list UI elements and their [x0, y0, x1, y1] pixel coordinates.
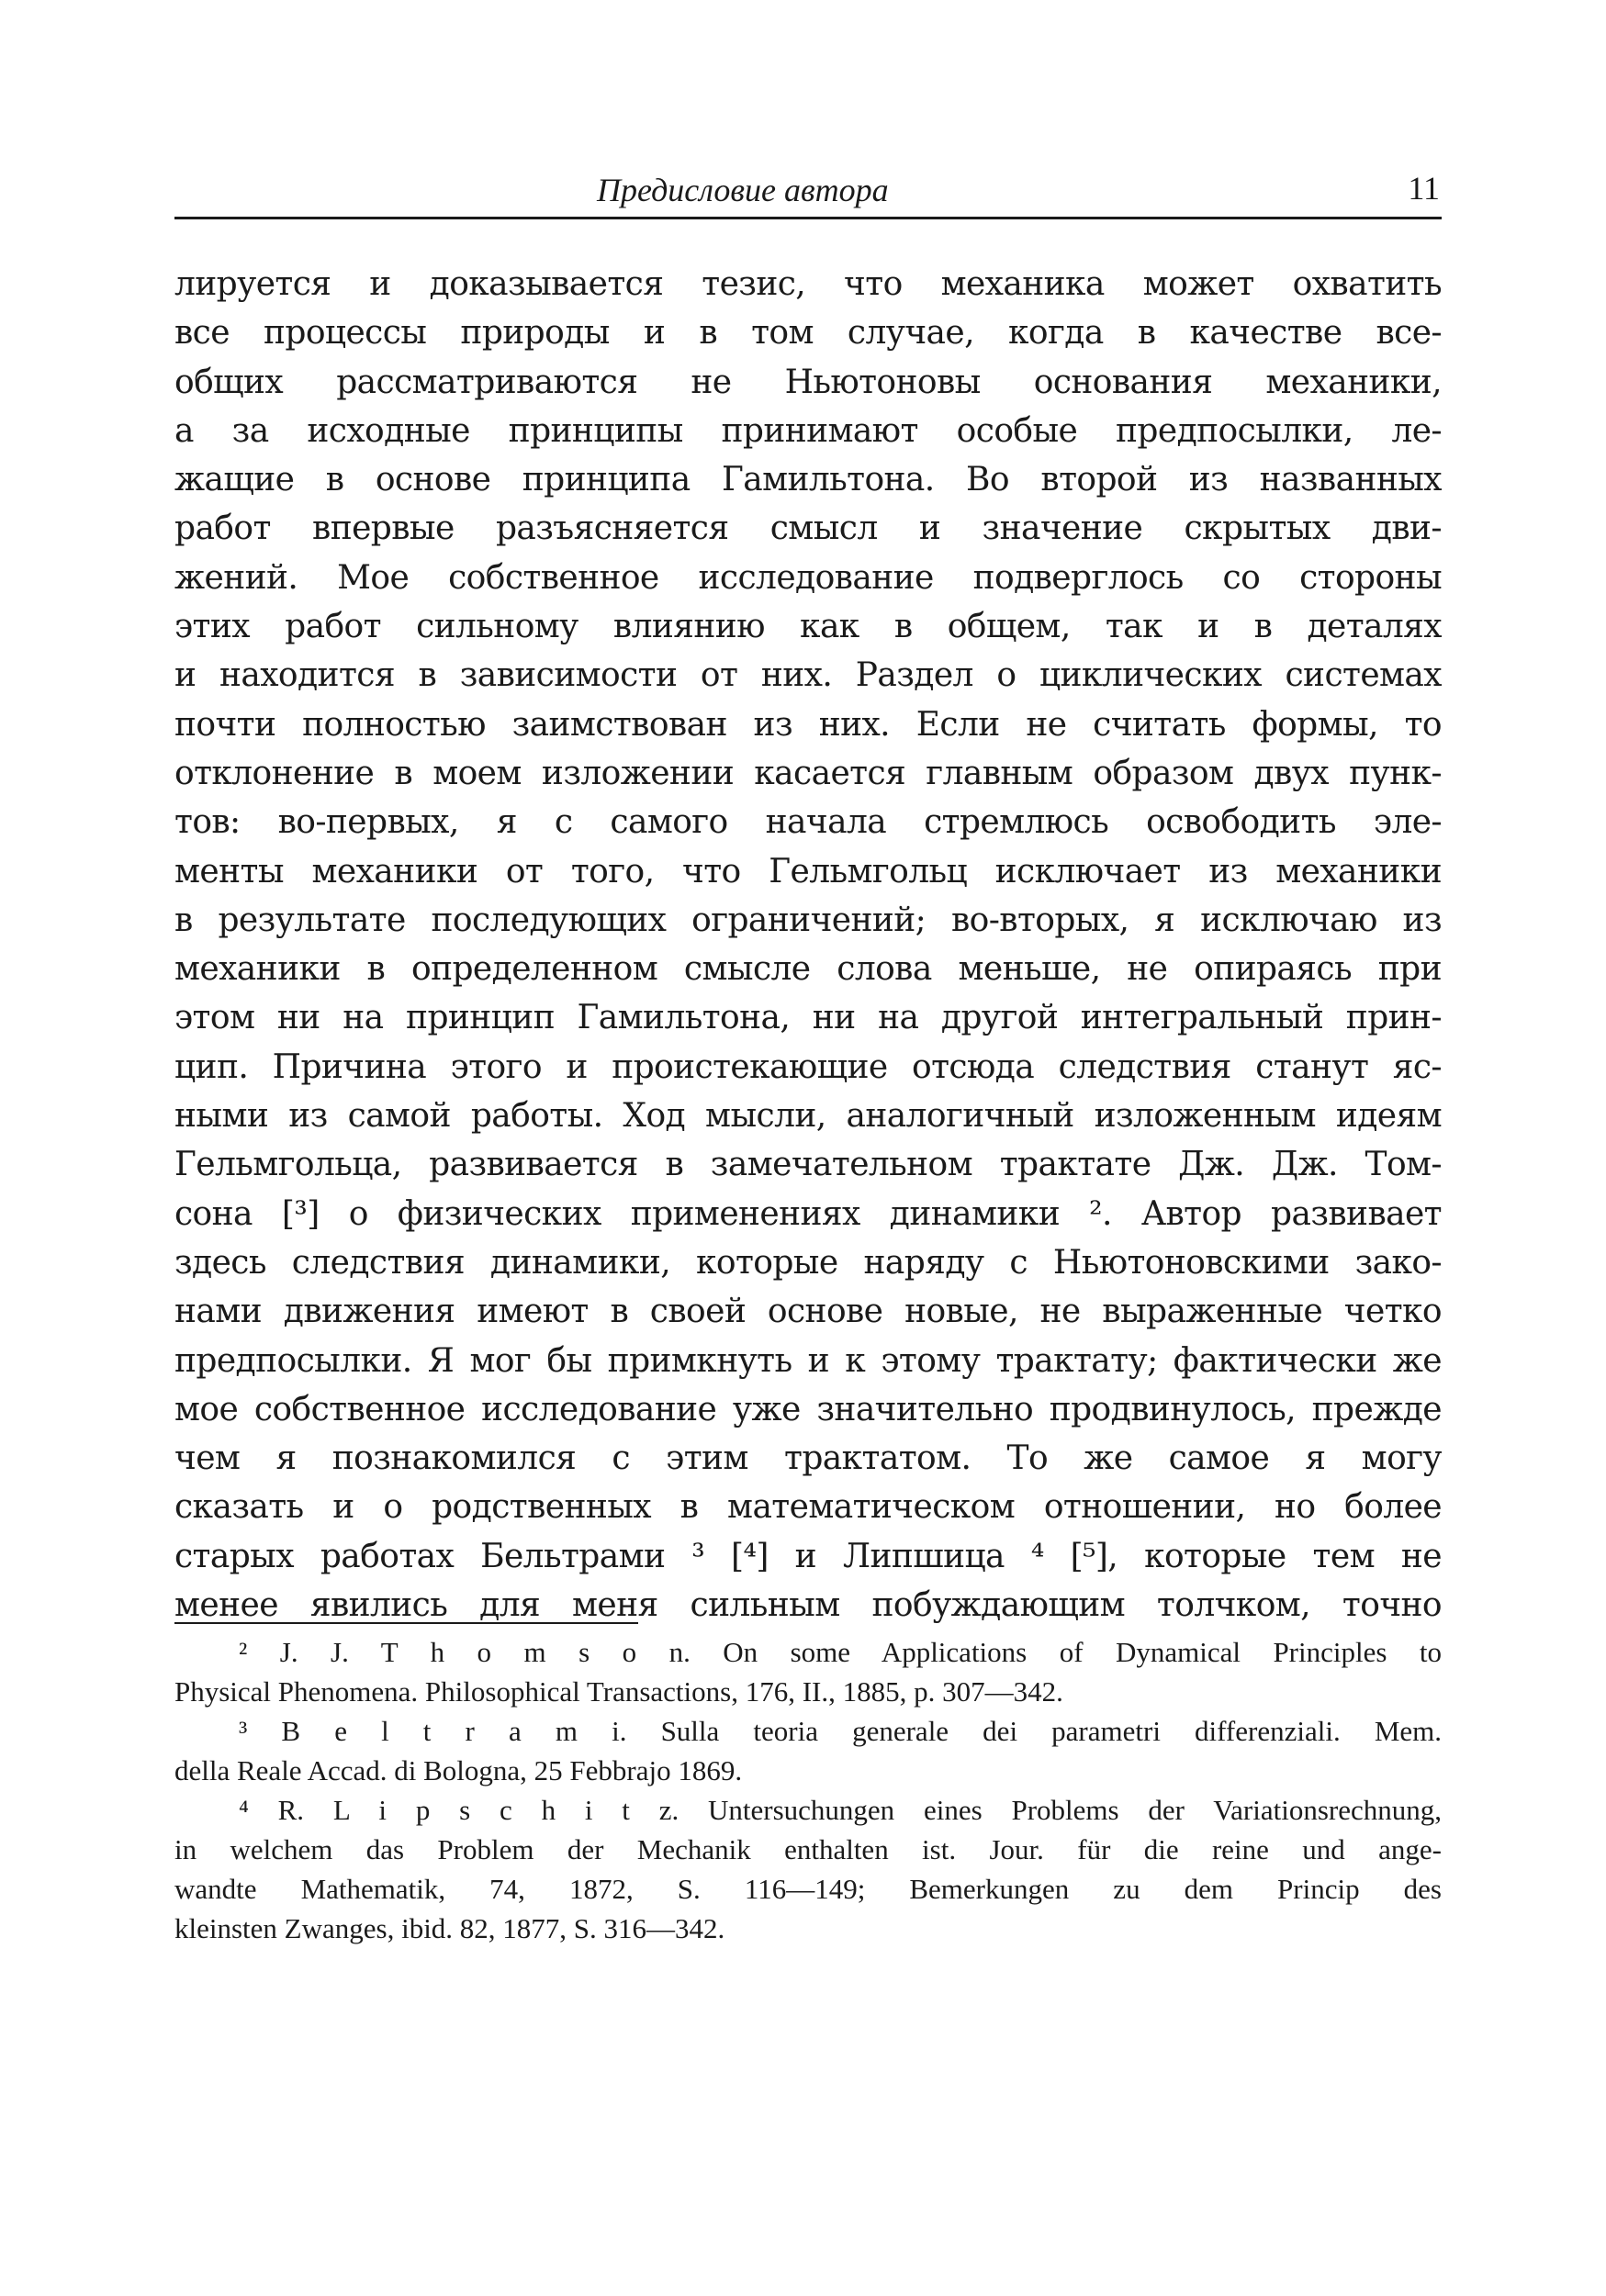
- body-line: нами движения имеют в своей основе новые, не выраженные четко: [174, 1293, 1442, 1331]
- body-line: почти полностью заимствован из них. Если не считать формы, то: [174, 705, 1442, 744]
- footnote-3: [174, 1711, 1442, 1790]
- footnote-line: della Reale Accad. di Bologna, 25 Febbrajo 1869.: [174, 1754, 743, 1786]
- footnote-rule: [174, 1622, 638, 1624]
- running-header: [174, 163, 1440, 218]
- body-line: и находится в зависимости от них. Раздел о циклических системах: [174, 656, 1442, 695]
- body-line: механики в определенном смысле слова меньше, не опираясь при: [174, 950, 1442, 989]
- body-line: лируется и доказывается тезис, что механика может охватить: [174, 265, 1442, 303]
- body-line: здесь следствия динамики, которые наряду с Ньютоновскими зако-: [174, 1243, 1442, 1282]
- running-header-title: Предисловие автора: [597, 172, 889, 208]
- body-line: в результате последующих ограничений; во-вторых, я исключаю из: [174, 901, 1442, 939]
- body-line: тов: во-первых, я с самого начала стремлюсь освободить эле-: [174, 803, 1442, 842]
- page-number: 11: [1408, 170, 1440, 207]
- body-line: сона [³] о физических применениях динамики ². Автор развивает: [174, 1194, 1442, 1233]
- body-line: жений. Мое собственное исследование подверглось со стороны: [174, 558, 1442, 597]
- body-line: старых работах Бельтрами ³ [⁴] и Липшица ⁴ [⁵], которые тем не: [174, 1537, 1442, 1575]
- footnote-2: [174, 1632, 1442, 1711]
- footnote-line: ² J. J. T h o m s o n. On some Applications of Dynamical Principles to: [239, 1636, 1442, 1668]
- footnote-line: kleinsten Zwanges, ibid. 82, 1877, S. 316—342.: [174, 1912, 725, 1944]
- body-line: ными из самой работы. Ход мысли, аналогичный изложенным идеям: [174, 1097, 1442, 1136]
- body-line: этом ни на принцип Гамильтона, ни на другой интегральный прин-: [174, 999, 1442, 1037]
- body-line: сказать и о родственных в математическом отношении, но более: [174, 1488, 1442, 1527]
- body-text: [174, 260, 1442, 1630]
- body-line: предпосылки. Я мог бы примкнуть и к этому трактату; фактически же: [174, 1341, 1442, 1380]
- body-line: менты механики от того, что Гельмгольц исключает из механики: [174, 852, 1442, 890]
- body-line: жащие в основе принципа Гамильтона. Во второй из названных: [174, 461, 1442, 499]
- body-line: а за исходные принципы принимают особые предпосылки, ле-: [174, 411, 1442, 450]
- body-line: цип. Причина этого и проистекающие отсюда следствия станут яс-: [174, 1047, 1442, 1086]
- body-line: отклонение в моем изложении касается главным образом двух пунк-: [174, 754, 1442, 792]
- footnote-line: in welchem das Problem der Mechanik enthalten ist. Jour. für die reine und ange-: [174, 1833, 1442, 1865]
- body-line: общих рассматриваются не Ньютоновы основания механики,: [174, 363, 1442, 401]
- footnote-line: Physical Phenomena. Philosophical Transactions, 176, II., 1885, p. 307—342.: [174, 1675, 1063, 1708]
- footnote-line: ³ B e l t r a m i. Sulla teoria generale dei parametri differenziali. Mem.: [239, 1715, 1442, 1747]
- body-line: этих работ сильному влиянию как в общем, так и в деталях: [174, 608, 1442, 646]
- footnotes: [174, 1632, 1442, 1948]
- footnote-4: [174, 1790, 1442, 1948]
- body-line: все процессы природы и в том случае, когда в качестве все-: [174, 314, 1442, 353]
- header-rule: [174, 217, 1442, 219]
- body-line: Гельмгольца, развивается в замечательном трактате Дж. Дж. Том-: [174, 1146, 1442, 1184]
- body-line: менее явились для меня сильным побуждающим толчком, точно: [174, 1586, 1442, 1625]
- body-line: чем я познакомился с этим трактатом. То же самое я могу: [174, 1439, 1442, 1478]
- body-line: работ впервые разъясняется смысл и значение скрытых дви-: [174, 510, 1442, 548]
- footnote-line: wandte Mathematik, 74, 1872, S. 116—149; Bemerkungen zu dem Princip des: [174, 1873, 1442, 1905]
- footnote-line: ⁴ R. L i p s c h i t z. Untersuchungen eines Problems der Variationsrechnung,: [239, 1794, 1442, 1826]
- body-line: мое собственное исследование уже значительно продвинулось, прежде: [174, 1390, 1442, 1428]
